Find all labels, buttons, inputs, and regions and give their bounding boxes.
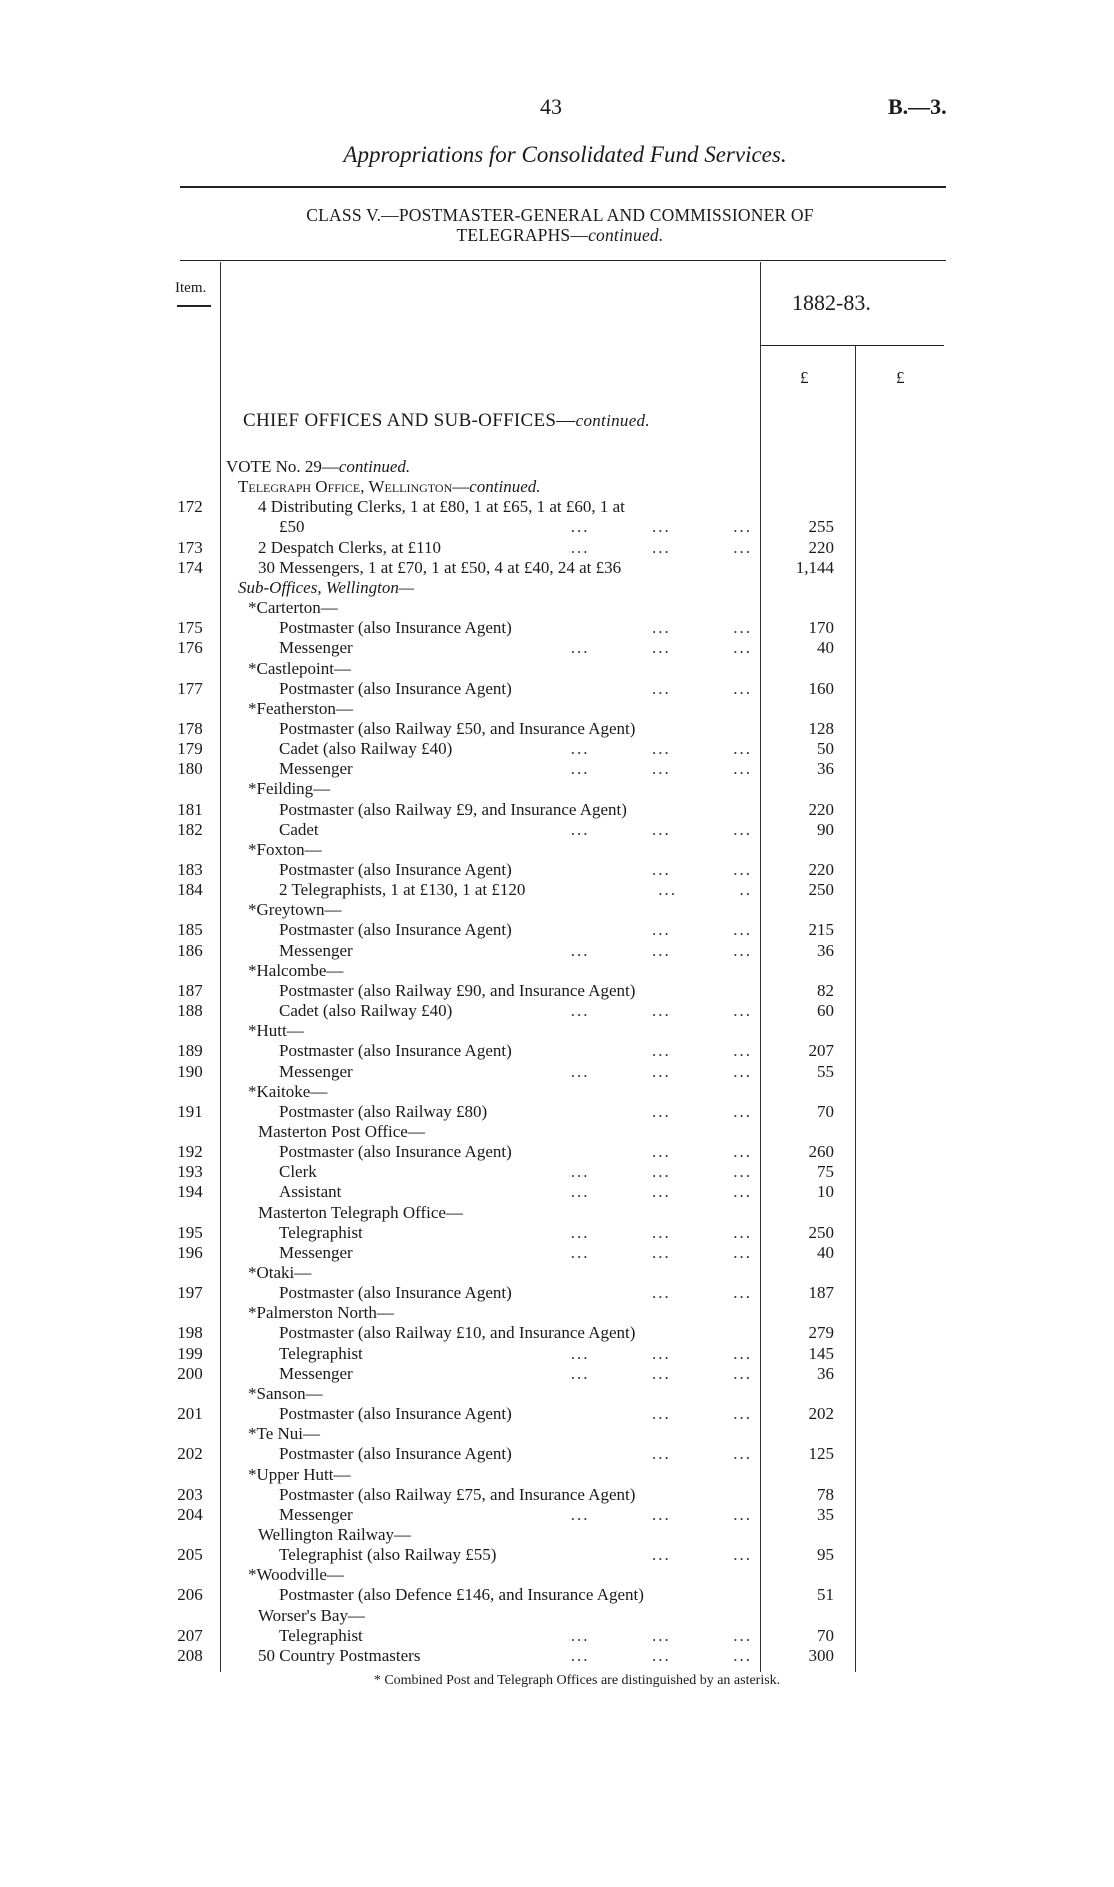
table-row — [0, 1223, 1114, 1243]
table-row — [0, 699, 1114, 719]
leader-dots: ... ... ... — [570, 1504, 752, 1524]
table-row — [0, 578, 1114, 598]
amount-value: 202 — [808, 1404, 834, 1424]
item-description: Telegraphist (also Railway £55) — [279, 1545, 497, 1565]
item-description: Postmaster (also Insurance Agent) — [279, 920, 512, 940]
item-description: *Castlepoint— — [248, 658, 351, 678]
leader-dots: ... ... — [652, 1283, 752, 1303]
amount-value: 250 — [808, 1222, 834, 1242]
amount-value: 220 — [808, 860, 834, 879]
amount-value: 36 — [817, 759, 834, 779]
leader-dots: ... ... — [652, 1444, 752, 1464]
item-number: 197 — [177, 1283, 203, 1303]
item-number: 181 — [177, 799, 203, 819]
item-number: 184 — [177, 880, 203, 900]
amount-value: 36 — [817, 1363, 834, 1383]
item-description: 50 Country Postmasters — [258, 1645, 421, 1665]
amount-value: 255 — [808, 517, 834, 537]
amount-value: 300 — [808, 1645, 834, 1665]
item-description: *Te Nui— — [248, 1424, 320, 1444]
table-row — [0, 1001, 1114, 1021]
table-row — [0, 719, 1114, 739]
item-description: VOTE No. 29—continued. — [226, 457, 411, 476]
table-row — [0, 1082, 1114, 1102]
item-number: 178 — [177, 718, 203, 738]
leader-dots: ... ... — [652, 1101, 752, 1121]
item-description: Masterton Post Office— — [258, 1121, 425, 1141]
amount-value: 10 — [817, 1182, 834, 1202]
item-description: Messenger — [279, 940, 353, 960]
leader-dots: ... ... — [652, 618, 752, 638]
leader-dots: ... ... — [652, 1041, 752, 1061]
footnote: * Combined Post and Telegraph Offices are distinguished by an asterisk. — [373, 1673, 781, 1688]
item-number: 203 — [177, 1484, 203, 1504]
table-row — [0, 1162, 1114, 1182]
table-row — [0, 517, 1114, 537]
leader-dots: ... ... — [652, 678, 752, 698]
leader-dots: ... ... ... — [570, 739, 752, 759]
amount-value: 40 — [817, 1242, 834, 1262]
class-title — [180, 205, 940, 245]
year-header-rule — [760, 345, 944, 346]
item-description: Masterton Telegraph Office— — [258, 1202, 463, 1222]
item-description: Postmaster (also Insurance Agent) — [279, 1142, 512, 1162]
table-row — [0, 1021, 1114, 1041]
item-number: 179 — [177, 739, 203, 759]
item-description: Messenger — [279, 759, 353, 779]
leader-dots: ... ... ... — [570, 1645, 752, 1665]
table-row — [0, 477, 1114, 497]
amount-value: 220 — [808, 537, 834, 557]
table-row — [0, 1626, 1114, 1646]
document-reference: B.—3. — [888, 94, 947, 119]
item-description: 30 Messengers, 1 at £70, 1 at £50, 4 at £40, 24 at £36 — [258, 557, 622, 577]
leader-dots: ... ... — [652, 1404, 752, 1424]
leader-dots: ... ... — [652, 860, 752, 879]
leader-dots: ... ... ... — [570, 1061, 752, 1081]
table-row — [0, 1122, 1114, 1142]
table-row — [0, 1384, 1114, 1404]
table-row — [0, 860, 1114, 880]
item-description: 4 Distributing Clerks, 1 at £80, 1 at £65, 1 at £60, 1 at — [258, 497, 625, 517]
table-row — [0, 1585, 1114, 1605]
leader-dots: ... ... ... — [570, 940, 752, 960]
item-description: Telegraphist — [279, 1343, 363, 1363]
amount-value: 70 — [817, 1101, 834, 1121]
item-description: Clerk — [279, 1162, 317, 1182]
amount-value: 35 — [817, 1504, 834, 1524]
leader-dots: ... ... ... — [570, 517, 752, 537]
page-subtitle: Appropriations for Consolidated Fund Services. — [343, 142, 787, 167]
item-description: Postmaster (also Insurance Agent) — [279, 1041, 512, 1061]
table-row — [0, 759, 1114, 779]
item-number: 180 — [177, 759, 203, 779]
item-description: Telegraphist — [279, 1625, 363, 1645]
amount-value: 187 — [808, 1283, 834, 1303]
item-description: Postmaster (also Railway £90, and Insurance Agent) — [279, 980, 636, 1000]
table-row — [0, 981, 1114, 1001]
table-row — [0, 1646, 1114, 1666]
table-row — [0, 779, 1114, 799]
class-title-line1: CLASS V.—POSTMASTER-GENERAL AND COMMISSIONER OF — [306, 205, 814, 225]
table-row — [0, 497, 1114, 517]
table-row — [0, 1565, 1114, 1585]
table-row — [0, 1062, 1114, 1082]
amount-value: 250 — [808, 880, 834, 900]
table-row — [0, 1465, 1114, 1485]
table-row — [0, 598, 1114, 618]
item-description: *Halcombe— — [248, 960, 344, 980]
table-row — [0, 1404, 1114, 1424]
table-row — [0, 1303, 1114, 1323]
item-description: Postmaster (also Insurance Agent) — [279, 1444, 512, 1464]
item-number: 206 — [177, 1585, 203, 1605]
table-row — [0, 739, 1114, 759]
leader-dots: ... ... ... — [570, 1001, 752, 1021]
amount-value: 215 — [808, 920, 834, 940]
table-row — [0, 1142, 1114, 1162]
leader-dots: ... ... ... — [570, 819, 752, 839]
amount-value: 128 — [808, 718, 834, 738]
leader-dots: ... .. — [658, 880, 752, 900]
item-description: Sub-Offices, Wellington— — [238, 577, 414, 597]
item-description: *Palmerston North— — [248, 1303, 394, 1323]
item-number: 176 — [177, 638, 203, 658]
item-description: Postmaster (also Railway £75, and Insurance Agent) — [279, 1484, 636, 1504]
item-number: 200 — [177, 1363, 203, 1383]
leader-dots: ... ... ... — [570, 1242, 752, 1262]
table-row — [0, 961, 1114, 981]
item-number: 177 — [177, 678, 203, 698]
item-description: Wellington Railway— — [258, 1524, 412, 1544]
item-number: 187 — [177, 980, 203, 1000]
item-description: Messenger — [279, 1242, 353, 1262]
table-row — [0, 1182, 1114, 1202]
table-row — [0, 618, 1114, 638]
header-rule — [180, 260, 946, 261]
table-row — [0, 1344, 1114, 1364]
item-description: Messenger — [279, 1061, 353, 1081]
amount-value: 75 — [817, 1162, 834, 1182]
item-description: Cadet — [279, 819, 319, 839]
item-description: Postmaster (also Insurance Agent) — [279, 678, 512, 698]
top-rule — [180, 186, 946, 188]
amount-value: 70 — [817, 1625, 834, 1645]
item-number: 191 — [177, 1101, 203, 1121]
amount-value: 95 — [817, 1545, 834, 1565]
item-description: Cadet (also Railway £40) — [279, 1001, 453, 1021]
table-row — [0, 538, 1114, 558]
table-row — [0, 1323, 1114, 1343]
amount-value: 170 — [808, 618, 834, 638]
table-row — [0, 1283, 1114, 1303]
table-row — [0, 1444, 1114, 1464]
currency-symbol-col2: £ — [896, 368, 905, 387]
item-description: Postmaster (also Insurance Agent) — [279, 1283, 512, 1303]
amount-value: 220 — [808, 799, 834, 819]
table-row — [0, 900, 1114, 920]
amount-value: 82 — [817, 980, 834, 1000]
item-description: Postmaster (also Defence £146, and Insurance Agent) — [279, 1585, 644, 1605]
table-row — [0, 941, 1114, 961]
table-row — [0, 1263, 1114, 1283]
amount-value: 90 — [817, 819, 834, 839]
amount-value: 1,144 — [795, 557, 834, 577]
item-description: Cadet (also Railway £40) — [279, 739, 453, 759]
item-number: 192 — [177, 1142, 203, 1162]
item-description: *Sanson— — [248, 1383, 323, 1403]
item-number: 205 — [177, 1545, 203, 1565]
item-number: 208 — [177, 1645, 203, 1665]
table-row — [0, 1041, 1114, 1061]
year-column-header: 1882-83. — [792, 290, 871, 315]
table-row — [0, 840, 1114, 860]
class-title-line2: TELEGRAPHS—continued. — [456, 225, 664, 245]
table-row — [0, 920, 1114, 940]
item-number: 204 — [177, 1504, 203, 1524]
item-description: 2 Despatch Clerks, at £110 — [258, 537, 442, 557]
amount-value: 40 — [817, 638, 834, 658]
leader-dots: ... ... ... — [570, 1182, 752, 1202]
item-description: Messenger — [279, 638, 353, 658]
item-header-underline — [177, 305, 211, 307]
item-number: 201 — [177, 1404, 203, 1424]
item-description: Worser's Bay— — [258, 1605, 365, 1625]
item-description: *Kaitoke— — [248, 1081, 328, 1101]
amount-value: 160 — [808, 678, 834, 698]
table-row — [0, 1505, 1114, 1525]
item-number: 207 — [177, 1625, 203, 1645]
leader-dots: ... ... ... — [570, 537, 752, 557]
item-number: 189 — [177, 1041, 203, 1061]
item-description: *Woodville— — [248, 1565, 344, 1585]
table-row — [0, 659, 1114, 679]
amount-value: 55 — [817, 1061, 834, 1081]
leader-dots: ... ... — [652, 1142, 752, 1162]
item-number: 173 — [177, 537, 203, 557]
leader-dots: ... ... — [652, 1545, 752, 1565]
item-number: 202 — [177, 1444, 203, 1464]
amount-value: 260 — [808, 1142, 834, 1162]
item-description: Postmaster (also Insurance Agent) — [279, 618, 512, 638]
item-description: Postmaster (also Railway £9, and Insurance Agent) — [279, 799, 627, 819]
table-row — [0, 1485, 1114, 1505]
page-number: 43 — [540, 94, 562, 119]
leader-dots: ... ... — [652, 920, 752, 940]
item-description: *Feilding— — [248, 779, 331, 799]
item-description: Postmaster (also Railway £80) — [279, 1101, 488, 1121]
section-heading: CHIEF OFFICES AND SUB-OFFICES—continued. — [243, 410, 650, 431]
amount-value: 60 — [817, 1001, 834, 1021]
item-description: Messenger — [279, 1363, 353, 1383]
item-description: Postmaster (also Insurance Agent) — [279, 1404, 512, 1424]
item-number: 172 — [177, 497, 203, 517]
leader-dots: ... ... ... — [570, 638, 752, 658]
item-description: Telegraphist — [279, 1222, 363, 1242]
amount-value: 125 — [808, 1444, 834, 1464]
item-description: *Foxton— — [248, 839, 322, 859]
item-number: 183 — [177, 860, 203, 879]
item-number: 188 — [177, 1001, 203, 1021]
table-row — [0, 1424, 1114, 1444]
table-row — [0, 880, 1114, 900]
item-number: 186 — [177, 940, 203, 960]
leader-dots: ... ... ... — [570, 1162, 752, 1182]
item-description: Telegraph Office, Wellington—continued. — [238, 477, 541, 497]
leader-dots: ... ... ... — [570, 1625, 752, 1645]
table-row — [0, 1364, 1114, 1384]
item-column-header: Item. — [175, 280, 207, 296]
item-number: 193 — [177, 1162, 203, 1182]
amount-value: 36 — [817, 940, 834, 960]
item-number: 195 — [177, 1222, 203, 1242]
table-row — [0, 1243, 1114, 1263]
table-row — [0, 1102, 1114, 1122]
item-description: Postmaster (also Insurance Agent) — [279, 860, 512, 879]
item-description: *Hutt— — [248, 1021, 304, 1041]
item-description: *Featherston— — [248, 698, 353, 718]
amount-value: 78 — [817, 1484, 834, 1504]
table-row — [0, 1525, 1114, 1545]
currency-symbol-col1: £ — [800, 368, 809, 387]
amount-value: 51 — [817, 1585, 834, 1605]
leader-dots: ... ... ... — [570, 1343, 752, 1363]
item-description: Postmaster (also Railway £50, and Insurance Agent) — [279, 718, 636, 738]
table-row — [0, 820, 1114, 840]
amount-value: 207 — [808, 1041, 834, 1061]
item-number: 196 — [177, 1242, 203, 1262]
leader-dots: ... ... ... — [570, 1222, 752, 1242]
item-number: 194 — [177, 1182, 203, 1202]
item-number: 198 — [177, 1323, 203, 1343]
table-row — [0, 1545, 1114, 1565]
item-description: Assistant — [279, 1182, 342, 1202]
table-row — [0, 800, 1114, 820]
table-row — [0, 457, 1114, 477]
item-description: Messenger — [279, 1504, 353, 1524]
item-number: 174 — [177, 557, 203, 577]
item-description: Postmaster (also Railway £10, and Insurance Agent) — [279, 1323, 636, 1343]
item-number: 190 — [177, 1061, 203, 1081]
amount-value: 50 — [817, 739, 834, 759]
amount-value: 145 — [808, 1343, 834, 1363]
table-row — [0, 679, 1114, 699]
leader-dots: ... ... ... — [570, 1363, 752, 1383]
table-row — [0, 558, 1114, 578]
item-description: *Upper Hutt— — [248, 1464, 351, 1484]
leader-dots: ... ... ... — [570, 759, 752, 779]
item-description: *Otaki— — [248, 1263, 312, 1282]
item-number: 199 — [177, 1343, 203, 1363]
item-description: £50 — [279, 517, 305, 537]
item-description: 2 Telegraphists, 1 at £130, 1 at £120 — [279, 880, 526, 900]
item-description: *Greytown— — [248, 900, 342, 920]
amount-value: 279 — [808, 1323, 834, 1343]
item-number: 175 — [177, 618, 203, 638]
table-row — [0, 638, 1114, 658]
item-description: *Carterton— — [248, 598, 338, 618]
item-number: 185 — [177, 920, 203, 940]
table-row — [0, 1203, 1114, 1223]
item-number: 182 — [177, 819, 203, 839]
table-row — [0, 1606, 1114, 1626]
